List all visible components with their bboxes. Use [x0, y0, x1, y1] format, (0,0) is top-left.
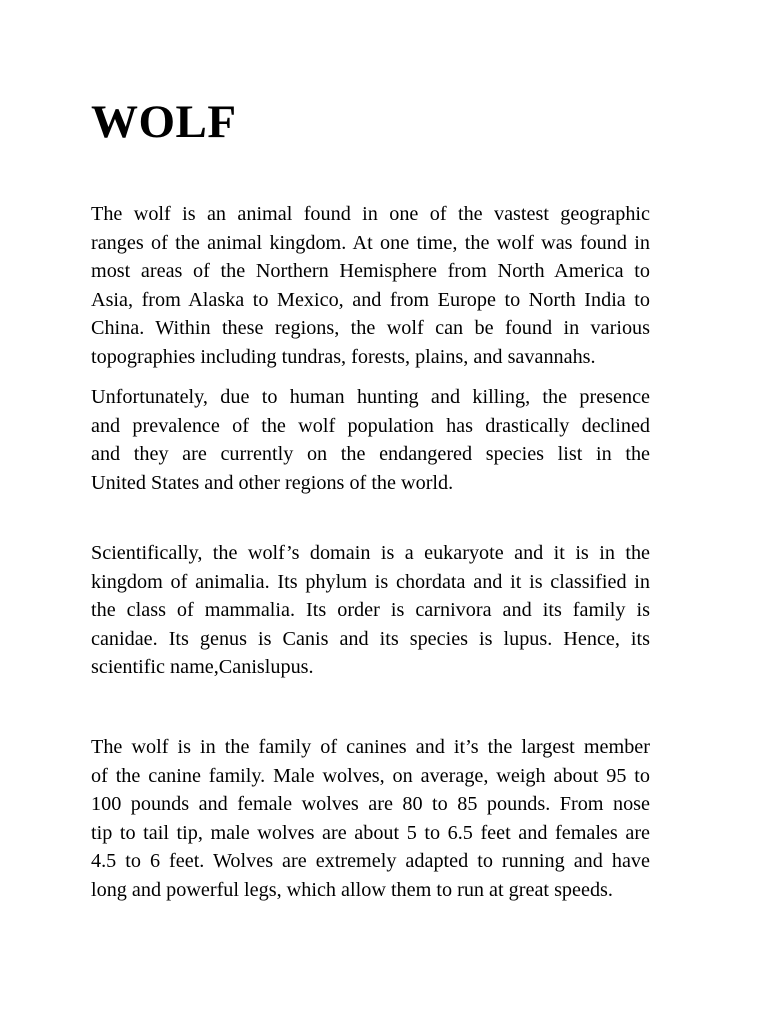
- paragraph-line: United States and other regions of the world.: [91, 471, 454, 494]
- paragraph-line: scientific name,Canislupus.: [91, 656, 314, 679]
- paragraph-line: The wolf is in the family of canines and it’s the largest member: [91, 736, 650, 758]
- paragraph-line: most areas of the Northern Hemisphere from North America to: [91, 260, 650, 283]
- paragraph-line: 4.5 to 6 feet. Wolves are extremely adapted to running and have: [91, 850, 650, 873]
- paragraph-line: and prevalence of the wolf population has drastically declined: [91, 414, 650, 437]
- paragraph-habitat: [91, 200, 650, 372]
- paragraph-decline: [91, 383, 650, 497]
- paragraph-line: ranges of the animal kingdom. At one time, the wolf was found in: [91, 231, 650, 254]
- paragraph-line: The wolf is an animal found in one of the vastest geographic: [91, 203, 650, 225]
- paragraph-line: and they are currently on the endangered species list in the: [91, 443, 650, 466]
- paragraph-line: of the canine family. Male wolves, on average, weigh about 95 to: [91, 764, 650, 787]
- paragraph-line: long and powerful legs, which allow them to run at great speeds.: [91, 878, 613, 901]
- paragraph-classification: [91, 539, 650, 682]
- document-title: WOLF: [91, 96, 237, 148]
- paragraph-line: 100 pounds and female wolves are 80 to 85 pounds. From nose: [91, 793, 650, 816]
- paragraph-line: kingdom of animalia. Its phylum is chordata and it is classified in: [91, 570, 650, 593]
- paragraph-line: canidae. Its genus is Canis and its species is lupus. Hence, its: [91, 627, 650, 650]
- paragraph-line: Scientifically, the wolf’s domain is a eukaryote and it is in the: [91, 542, 650, 564]
- paragraph-line: China. Within these regions, the wolf can be found in various: [91, 317, 650, 340]
- paragraph-line: the class of mammalia. Its order is carnivora and its family is: [91, 599, 650, 622]
- paragraph-line: Unfortunately, due to human hunting and killing, the presence: [91, 386, 650, 408]
- paragraph-line: tip to tail tip, male wolves are about 5 to 6.5 feet and females are: [91, 821, 650, 844]
- paragraph-line: Asia, from Alaska to Mexico, and from Europe to North India to: [91, 288, 650, 311]
- paragraph-line: topographies including tundras, forests, plains, and savannahs.: [91, 345, 596, 368]
- paragraph-physical-traits: [91, 733, 650, 905]
